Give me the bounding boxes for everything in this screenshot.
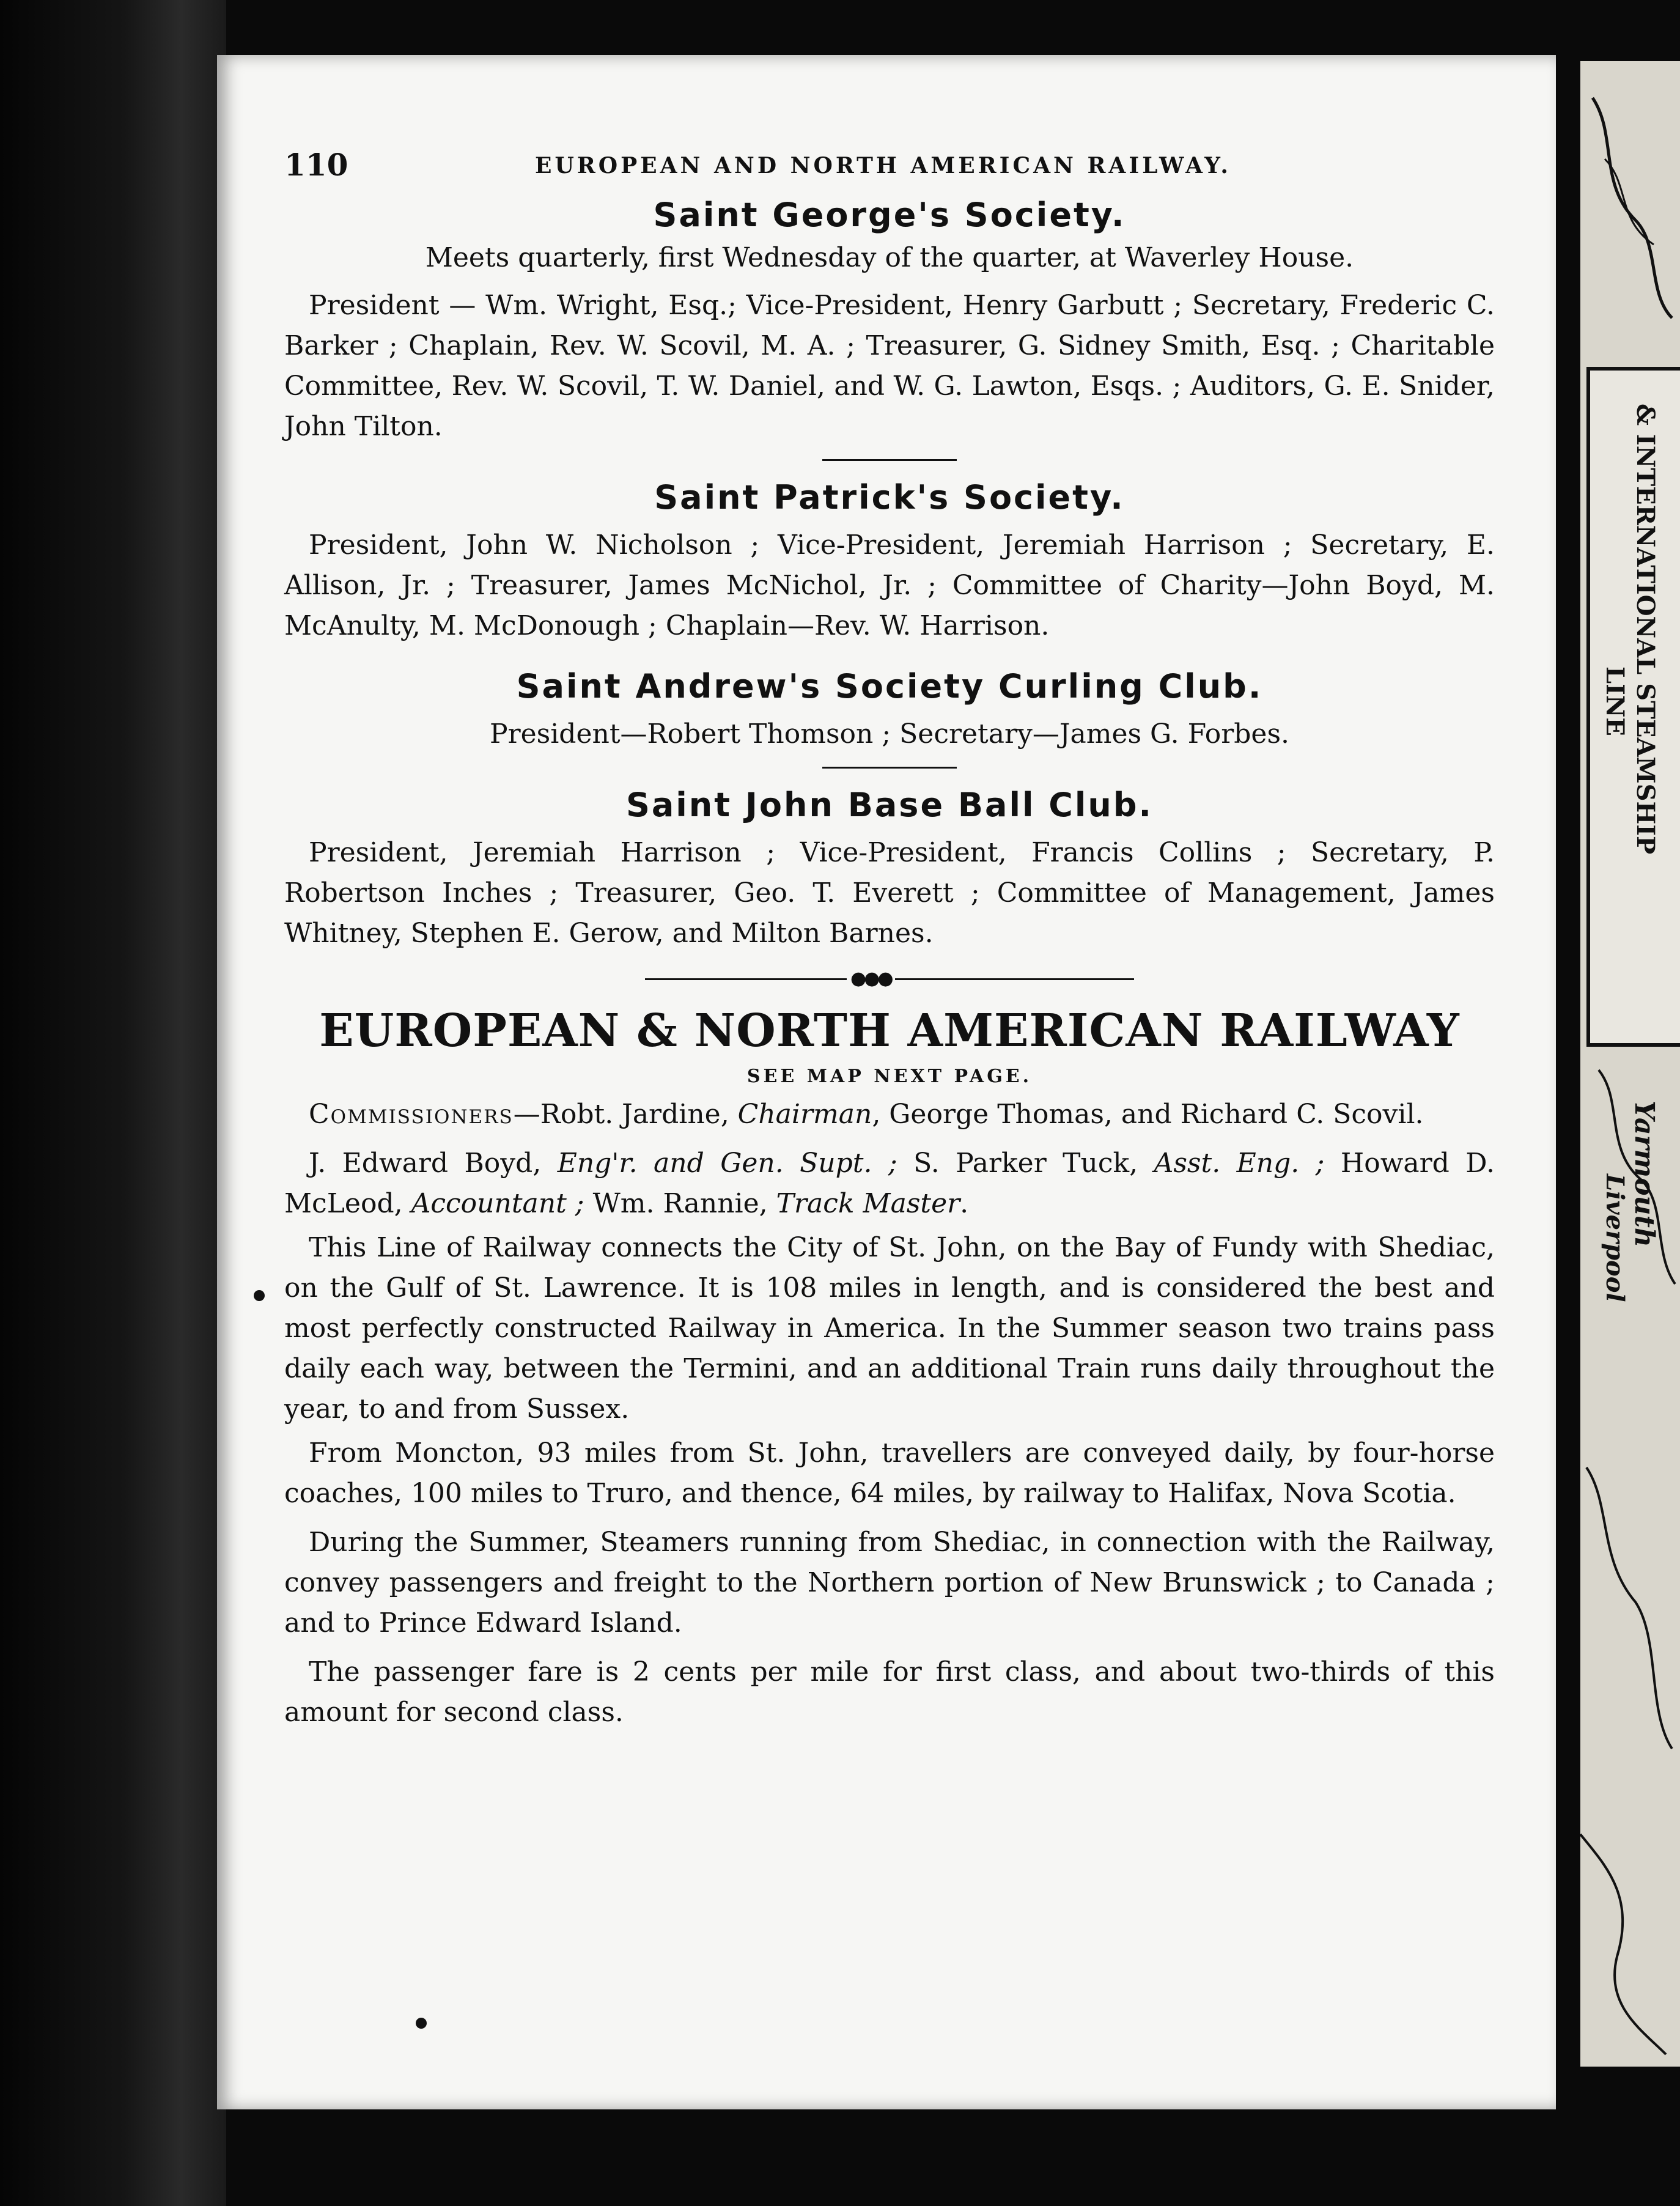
document-page xyxy=(217,55,1556,2109)
ornament-dots: ●●● xyxy=(847,970,895,988)
section-title-saint-andrew: Saint Andrew's Society Curling Club. xyxy=(516,667,1263,706)
see-map-note: SEE MAP NEXT PAGE. xyxy=(746,1066,1033,1087)
page-number: 110 xyxy=(284,147,348,183)
staff-paragraph xyxy=(284,1143,1495,1224)
running-title: EUROPEAN AND NORTH AMERICAN RAILWAY. xyxy=(535,153,1231,179)
staff-text: . xyxy=(960,1188,969,1219)
railway-paragraph: During the Summer, Steamers running from Shediac, in connection with the Railway, convey passengers and freight to the Northern portion of New Brunswick ; to Canada ; and to Prince Edward Island. xyxy=(284,1527,1495,1639)
chairman-role: Chairman xyxy=(737,1099,872,1130)
map-label: Yarmouth xyxy=(1629,1101,1660,1247)
railway-paragraph: This Line of Railway connects the City of St. John, on the Bay of Fundy with Shediac, on the Gulf of St. Lawrence. It is 108 miles in length, and is considered the best and most perfectly constructed Railway in America. In the Summer season two trains pass daily each way, between the Termini, and an additional Train runs daily throughout the year, to and from Sussex. xyxy=(284,1232,1495,1425)
commissioners-paragraph xyxy=(284,1094,1495,1135)
staff-text: S. Parker Tuck, xyxy=(897,1148,1154,1179)
railway-title: EUROPEAN & NORTH AMERICAN RAILWAY xyxy=(319,1005,1460,1057)
stray-mark xyxy=(254,1290,265,1301)
book-binding xyxy=(0,0,226,2206)
section-paragraph: Meets quarterly, first Wednesday of the quarter, at Waverley House. xyxy=(425,242,1354,273)
staff-role: Eng'r. and Gen. Supt. ; xyxy=(557,1148,897,1179)
section-paragraph: President, Jeremiah Harrison ; Vice-President, Francis Collins ; Secretary, P. Robertson Inches ; Treasurer, Geo. T. Everett ; Committee of Management, James Whitney, Stephen E. Gerow, and Milton Barnes. xyxy=(284,837,1495,949)
section-title-saint-george: Saint George's Society. xyxy=(653,196,1126,234)
map-label: & INTERNATIONAL STEAMSHIP xyxy=(1631,404,1660,855)
section-divider xyxy=(822,767,957,769)
railway-paragraph: From Moncton, 93 miles from St. John, travellers are conveyed daily, by four-horse coaches, 100 miles to Truro, and thence, 64 miles, by railway to Halifax, Nova Scotia. xyxy=(284,1437,1495,1509)
railway-paragraph: The passenger fare is 2 cents per mile for first class, and about two-thirds of this amount for second class. xyxy=(284,1656,1495,1728)
staff-text: Howard D. McLeod, xyxy=(284,1148,1495,1219)
commissioners-text: , George Thomas, and Richard C. Scovil. xyxy=(872,1099,1424,1130)
map-label: LINE xyxy=(1601,666,1629,736)
stray-mark xyxy=(416,2018,427,2029)
staff-role: Asst. Eng. ; xyxy=(1154,1148,1325,1179)
section-paragraph: President—Robert Thomson ; Secretary—James G. Forbes. xyxy=(489,718,1290,750)
section-paragraph: President, John W. Nicholson ; Vice-President, Jeremiah Harrison ; Secretary, E. Allison, Jr. ; Treasurer, James McNichol, Jr. ; Committee of Charity—John Boyd, M. McAnulty, M. McDonough ; Chaplain—Rev. W. Harrison. xyxy=(284,529,1495,641)
page-content xyxy=(284,147,1495,1733)
staff-role: Accountant ; xyxy=(411,1188,584,1219)
running-header xyxy=(284,147,1495,196)
commissioners-label: Commissioners xyxy=(309,1099,514,1130)
staff-role: Track Master xyxy=(776,1188,960,1219)
staff-text: Wm. Rannie, xyxy=(584,1188,776,1219)
staff-text: J. Edward Boyd, xyxy=(309,1148,558,1179)
ornamental-divider xyxy=(645,968,1134,989)
map-label: Liverpool xyxy=(1601,1174,1629,1302)
commissioners-text: —Robt. Jardine, xyxy=(513,1099,738,1130)
map-coastline-drawing xyxy=(1580,61,1680,2067)
section-title-base-ball-club: Saint John Base Ball Club. xyxy=(625,786,1154,824)
section-paragraph: President — Wm. Wright, Esq.; Vice-President, Henry Garbutt ; Secretary, Frederic C. Barker ; Chaplain, Rev. W. Scovil, M. A. ; Treasurer, G. Sidney Smith, Esq. ; Charitable Committee, Rev. W. Scovil, T. W. Daniel, and W. G. Lawton, Esqs. ; Auditors, G. E. Snider, John Tilton. xyxy=(284,290,1495,442)
section-divider xyxy=(822,459,957,461)
section-title-saint-patrick: Saint Patrick's Society. xyxy=(654,478,1125,517)
map-fragment xyxy=(1580,61,1680,2067)
